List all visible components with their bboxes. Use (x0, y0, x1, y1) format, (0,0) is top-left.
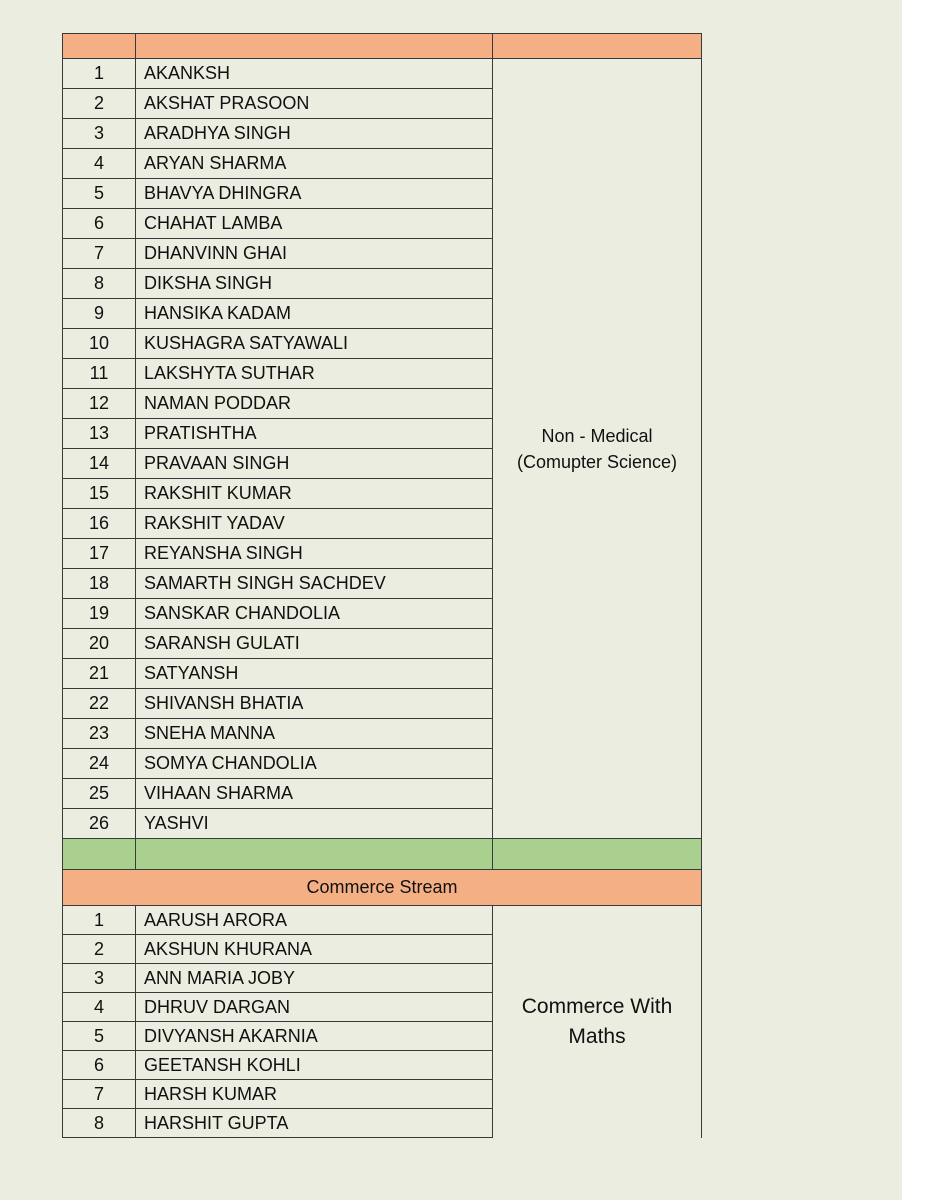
student-name: SNEHA MANNA (136, 719, 493, 749)
student-name: SAMARTH SINGH SACHDEV (136, 569, 493, 599)
student-name: YASHVI (136, 809, 493, 839)
student-name: PRAVAAN SINGH (136, 449, 493, 479)
student-number: 10 (63, 329, 136, 359)
student-number: 22 (63, 689, 136, 719)
student-name: CHAHAT LAMBA (136, 209, 493, 239)
student-name: HARSH KUMAR (136, 1080, 493, 1109)
student-number: 13 (63, 419, 136, 449)
student-name: AKANKSH (136, 59, 493, 89)
student-name: VIHAAN SHARMA (136, 779, 493, 809)
student-name: SHIVANSH BHATIA (136, 689, 493, 719)
student-name: SANSKAR CHANDOLIA (136, 599, 493, 629)
student-number: 17 (63, 539, 136, 569)
student-name: LAKSHYTA SUTHAR (136, 359, 493, 389)
student-number: 19 (63, 599, 136, 629)
student-number: 5 (63, 1022, 136, 1051)
student-name: BHAVYA DHINGRA (136, 179, 493, 209)
commerce-header-row (63, 870, 702, 906)
student-number: 8 (63, 269, 136, 299)
student-number: 6 (63, 209, 136, 239)
separator-cell (136, 839, 493, 870)
header-cell-stream (493, 34, 702, 59)
student-name: RAKSHIT YADAV (136, 509, 493, 539)
student-number: 5 (63, 179, 136, 209)
student-number: 1 (63, 59, 136, 89)
student-number: 9 (63, 299, 136, 329)
student-name: RAKSHIT KUMAR (136, 479, 493, 509)
separator-row (63, 839, 702, 870)
separator-cell (493, 839, 702, 870)
student-number: 12 (63, 389, 136, 419)
stream-label-line1: Non - Medical (541, 425, 653, 446)
student-name: DIKSHA SINGH (136, 269, 493, 299)
student-number: 24 (63, 749, 136, 779)
header-cell-no (63, 34, 136, 59)
student-number: 3 (63, 119, 136, 149)
student-number: 23 (63, 719, 136, 749)
student-number: 20 (63, 629, 136, 659)
student-name: SOMYA CHANDOLIA (136, 749, 493, 779)
student-number: 3 (63, 964, 136, 993)
separator-cell (63, 839, 136, 870)
stream-label-line1: Commerce With (521, 994, 673, 1018)
stream-cell-non-medical (493, 59, 702, 839)
stream-label-line2: (Comupter Science) (516, 451, 678, 472)
student-number: 16 (63, 509, 136, 539)
student-name: REYANSHA SINGH (136, 539, 493, 569)
stream-label-line2: Maths (568, 1024, 626, 1048)
student-name: SATYANSH (136, 659, 493, 689)
student-number: 7 (63, 1080, 136, 1109)
student-name: ANN MARIA JOBY (136, 964, 493, 993)
student-name: AARUSH ARORA (136, 906, 493, 935)
student-number: 18 (63, 569, 136, 599)
student-number: 1 (63, 906, 136, 935)
student-name: KUSHAGRA SATYAWALI (136, 329, 493, 359)
student-number: 7 (63, 239, 136, 269)
student-number: 14 (63, 449, 136, 479)
student-name: HARSHIT GUPTA (136, 1109, 493, 1138)
student-name: NAMAN PODDAR (136, 389, 493, 419)
student-name: AKSHUN KHURANA (136, 935, 493, 964)
student-name: PRATISHTHA (136, 419, 493, 449)
student-number: 21 (63, 659, 136, 689)
student-name: HANSIKA KADAM (136, 299, 493, 329)
student-number: 11 (63, 359, 136, 389)
student-name: SARANSH GULATI (136, 629, 493, 659)
student-name: ARYAN SHARMA (136, 149, 493, 179)
student-name: AKSHAT PRASOON (136, 89, 493, 119)
student-name: GEETANSH KOHLI (136, 1051, 493, 1080)
student-number: 26 (63, 809, 136, 839)
student-number: 2 (63, 935, 136, 964)
commerce-stream-title: Commerce Stream (63, 870, 702, 906)
student-number: 15 (63, 479, 136, 509)
student-name: ARADHYA SINGH (136, 119, 493, 149)
student-name: DHANVINN GHAI (136, 239, 493, 269)
student-number: 6 (63, 1051, 136, 1080)
table-row (63, 906, 702, 935)
student-number: 8 (63, 1109, 136, 1138)
student-number: 4 (63, 993, 136, 1022)
table-row (63, 59, 702, 89)
student-name: DIVYANSH AKARNIA (136, 1022, 493, 1051)
student-number: 2 (63, 89, 136, 119)
student-table (62, 33, 702, 1138)
student-name: DHRUV DARGAN (136, 993, 493, 1022)
header-row (63, 34, 702, 59)
stream-cell-commerce-maths (493, 906, 702, 1138)
student-number: 4 (63, 149, 136, 179)
header-cell-name (136, 34, 493, 59)
student-number: 25 (63, 779, 136, 809)
